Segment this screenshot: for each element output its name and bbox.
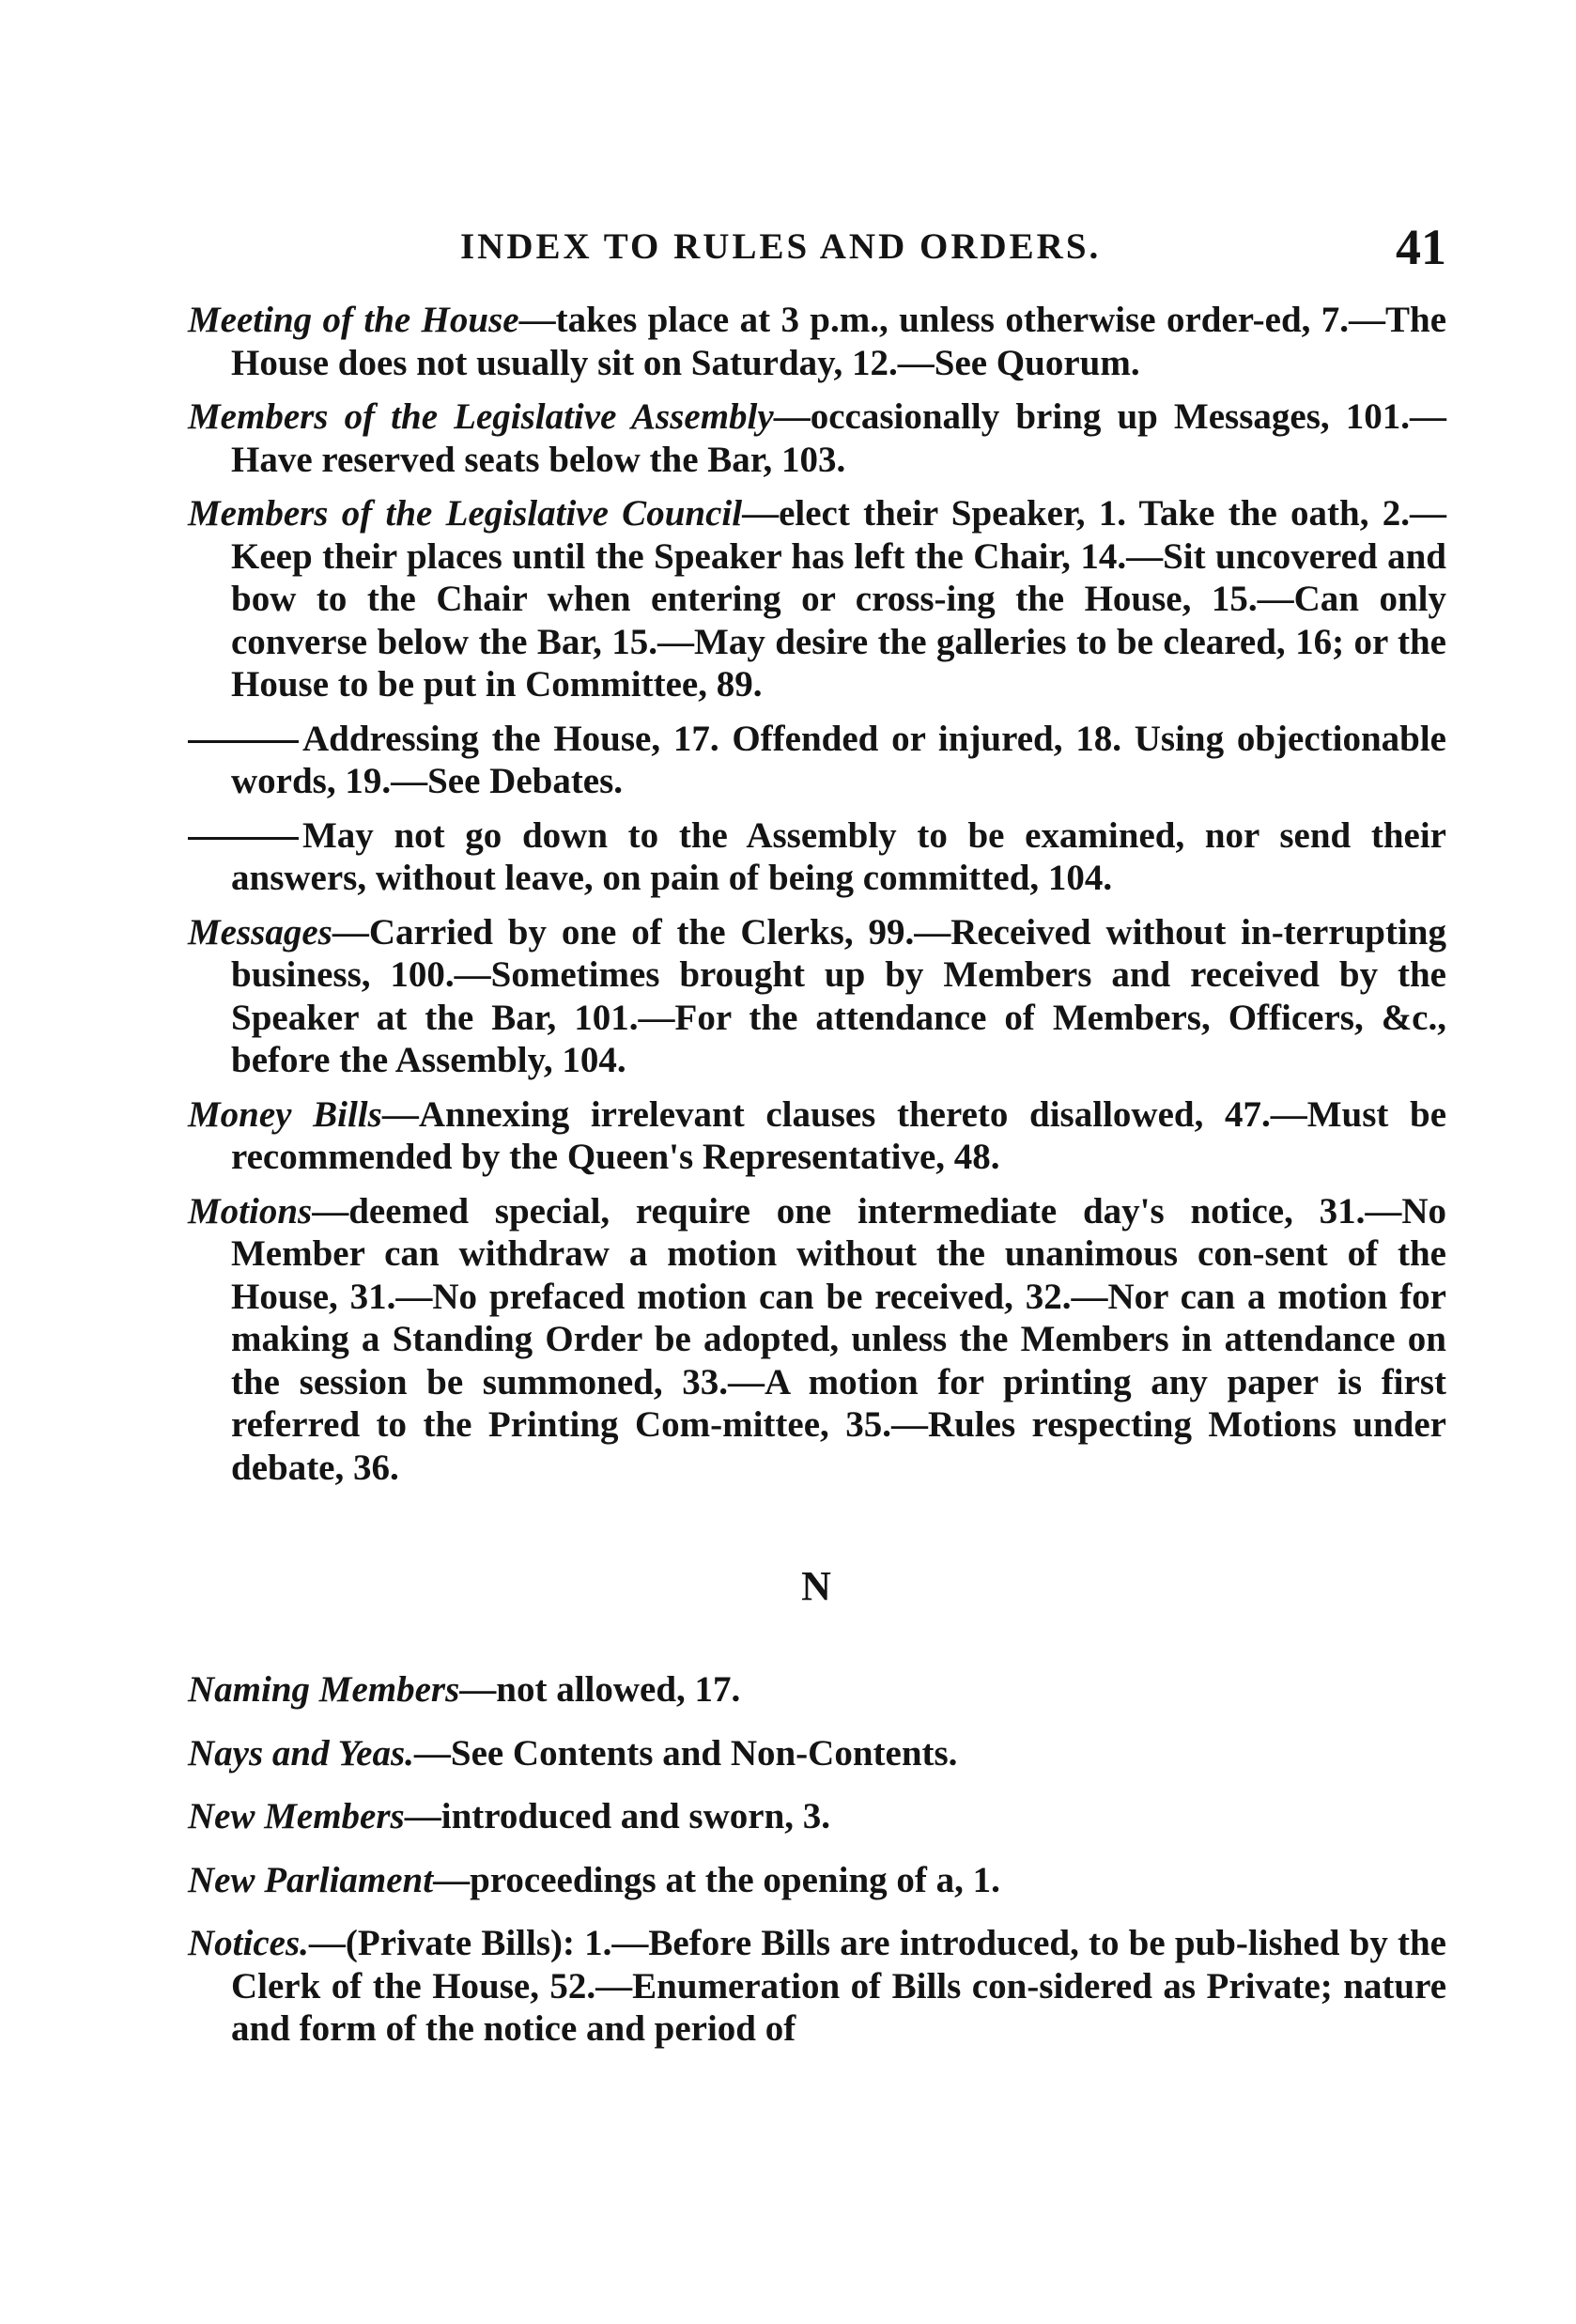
entry-text: Addressing the House, 17. Offended or injured, 18. Using objectionable words, 19.—See Debates. (231, 718, 1446, 801)
entry-heading: Notices. (188, 1923, 309, 1963)
index-entry-new-parliament (188, 1859, 1446, 1902)
index-entry-nays-and-yeas (188, 1732, 1446, 1775)
entry-heading: Motions (188, 1190, 313, 1232)
index-body (188, 299, 1446, 2062)
entry-text: —proceedings at the opening of a, 1. (433, 1859, 1000, 1900)
entry-text: —Annexing irrelevant clauses thereto disallowed, 47.—Must be recommended by the Queen's Representative, 48. (231, 1093, 1447, 1177)
index-entry-members-legislative-assembly (188, 395, 1446, 481)
index-entry-new-members (188, 1795, 1446, 1838)
index-entry-meeting-of-the-house (188, 299, 1446, 384)
index-subentry-may-not-go-down (188, 814, 1446, 900)
entry-text: —Carried by one of the Clerks, 99.—Received without in-terrupting business, 100.—Sometimes brought up by Members and received by the Speaker at the Bar, 101.—For the attendance of Members, Officers, &c., before the Assembly, 104. (231, 911, 1446, 1080)
ditto-rule (188, 837, 299, 840)
entry-heading: Members of the Legislative Council (188, 493, 743, 534)
ditto-rule (188, 740, 299, 743)
index-entry-money-bills (188, 1093, 1446, 1179)
entry-heading: Naming Members (188, 1669, 460, 1710)
index-entry-members-legislative-council (188, 492, 1446, 706)
entry-text: —not allowed, 17. (459, 1669, 741, 1710)
entry-text: —takes place at 3 p.m., unless otherwise order-ed, 7.—The House does not usually sit on Saturday, 12.—See Quorum. (231, 300, 1447, 383)
running-title: INDEX TO RULES AND ORDERS. (460, 226, 1102, 267)
entry-text: May not go down to the Assembly to be examined, nor send their answers, without leave, on pain of being committed, 104. (231, 814, 1446, 898)
page-number: 41 (1396, 219, 1446, 275)
index-entry-notices (188, 1922, 1446, 2051)
entry-text: —See Contents and Non-Contents. (413, 1732, 958, 1774)
entry-heading: Messages (188, 911, 332, 953)
entry-heading: Members of the Legislative Assembly (188, 396, 774, 437)
entry-text: —introduced and sworn, 3. (404, 1796, 831, 1836)
entry-text: —deemed special, require one intermediate day's notice, 31.—No Member can withdraw a motion without the unanimous con-sent of the House, 31.—No prefaced motion can be received, 32.—Nor can a motion for making a Standing Order be adopted, unless the Members in attendance on the session be summoned, 33.—A motion for printing any paper is first referred to the Printing Com-mittee, 35.—Rules respecting Motions under debate, 36. (231, 1190, 1446, 1488)
section-letter: N (801, 1563, 833, 1609)
entry-heading: Nays and Yeas. (188, 1732, 414, 1774)
entry-text: —elect their Speaker, 1. Take the oath, 2.—Keep their places until the Speaker has left the Chair, 14.—Sit uncovered and bow to the Chair when entering or cross-ing the House, 15.—Can only converse below the Bar, 15.—May desire the galleries to be cleared, 16; or the House to be put in Committee, 89. (231, 493, 1446, 705)
index-entry-messages (188, 911, 1446, 1082)
entry-heading: New Parliament (188, 1859, 434, 1900)
entry-heading: Meeting of the House (188, 300, 519, 340)
index-subentry-addressing (188, 718, 1446, 803)
entry-text: —occasionally bring up Messages, 101.—Have reserved seats below the Bar, 103. (231, 396, 1446, 480)
entry-text: —(Private Bills): 1.—Before Bills are introduced, to be pub-lished by the Clerk of the House, 52.—Enumeration of Bills con-sidered as Private; nature and form of the notice and period of (231, 1923, 1446, 2049)
entry-heading: Money Bills (188, 1093, 382, 1135)
index-entry-naming-members (188, 1668, 1446, 1712)
index-entry-motions (188, 1190, 1446, 1490)
running-head (188, 218, 1446, 284)
entry-heading: New Members (188, 1796, 405, 1836)
